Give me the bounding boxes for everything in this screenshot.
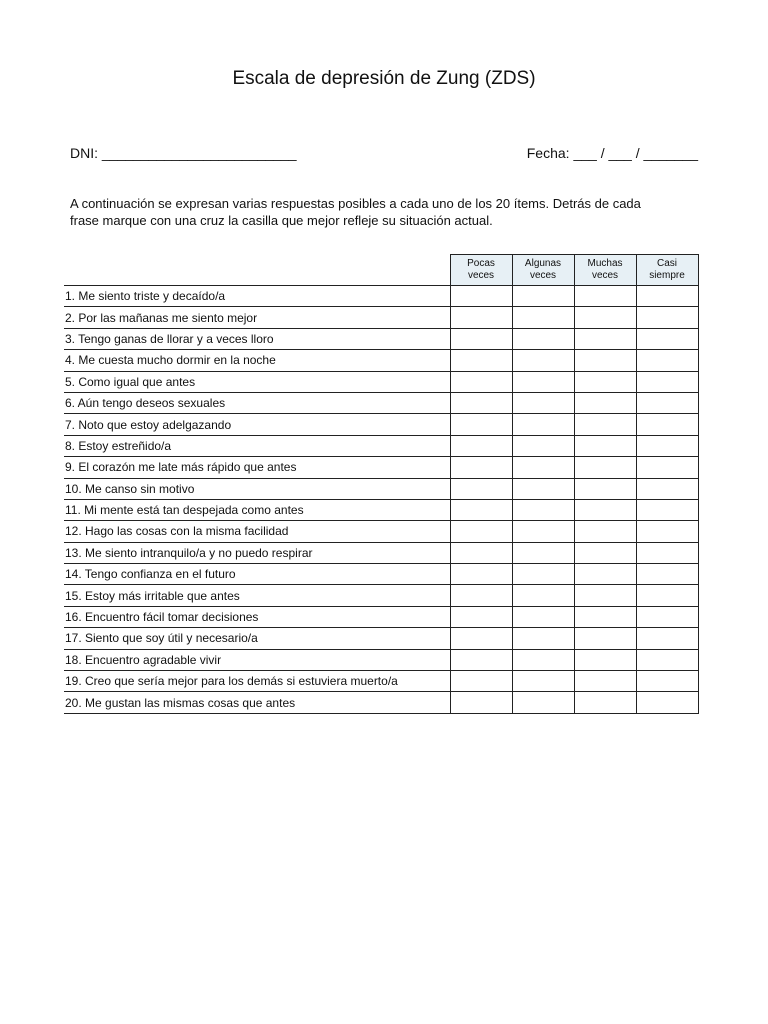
answer-box-muchas-veces[interactable]: [574, 499, 636, 520]
table-row: [64, 649, 698, 670]
answer-box-casi-siempre[interactable]: [636, 628, 698, 649]
answer-box-muchas-veces[interactable]: [574, 435, 636, 456]
answer-box-pocas-veces[interactable]: [450, 392, 512, 413]
item-label: 18. Encuentro agradable vivir: [64, 649, 450, 670]
answer-box-algunas-veces[interactable]: [512, 286, 574, 307]
answer-box-casi-siempre[interactable]: [636, 606, 698, 627]
answer-box-pocas-veces[interactable]: [450, 564, 512, 585]
answer-box-pocas-veces[interactable]: [450, 649, 512, 670]
item-label: 6. Aún tengo deseos sexuales: [64, 392, 450, 413]
answer-box-pocas-veces[interactable]: [450, 628, 512, 649]
item-label: 4. Me cuesta mucho dormir en la noche: [64, 350, 450, 371]
item-label: 2. Por las mañanas me siento mejor: [64, 307, 450, 328]
item-label: 12. Hago las cosas con la misma facilidad: [64, 521, 450, 542]
answer-box-algunas-veces[interactable]: [512, 671, 574, 692]
table-row: [64, 542, 698, 563]
answer-box-algunas-veces[interactable]: [512, 457, 574, 478]
answer-box-pocas-veces[interactable]: [450, 692, 512, 713]
column-header-casi-siempre: [636, 255, 698, 286]
item-label: 17. Siento que soy útil y necesario/a: [64, 628, 450, 649]
answer-box-casi-siempre[interactable]: [636, 499, 698, 520]
answer-box-algunas-veces[interactable]: [512, 628, 574, 649]
answer-box-algunas-veces[interactable]: [512, 649, 574, 670]
table-row: [64, 628, 698, 649]
page-title: Escala de depresión de Zung (ZDS): [232, 68, 536, 89]
answer-box-algunas-veces[interactable]: [512, 435, 574, 456]
answer-box-casi-siempre[interactable]: [636, 435, 698, 456]
answer-box-muchas-veces[interactable]: [574, 606, 636, 627]
answer-box-muchas-veces[interactable]: [574, 542, 636, 563]
answer-box-muchas-veces[interactable]: [574, 457, 636, 478]
item-label: 11. Mi mente está tan despejada como antes: [64, 499, 450, 520]
answer-box-pocas-veces[interactable]: [450, 457, 512, 478]
table-row: [64, 392, 698, 413]
answer-box-muchas-veces[interactable]: [574, 628, 636, 649]
answer-box-algunas-veces[interactable]: [512, 392, 574, 413]
answer-box-muchas-veces[interactable]: [574, 478, 636, 499]
answer-box-algunas-veces[interactable]: [512, 350, 574, 371]
answer-box-algunas-veces[interactable]: [512, 521, 574, 542]
answer-box-casi-siempre[interactable]: [636, 457, 698, 478]
table-row: [64, 371, 698, 392]
answer-box-casi-siempre[interactable]: [636, 328, 698, 349]
table-row: [64, 435, 698, 456]
column-header-muchas-veces: [574, 255, 636, 286]
item-label: 19. Creo que sería mejor para los demás si estuviera muerto/a: [64, 671, 450, 692]
item-label: 15. Estoy más irritable que antes: [64, 585, 450, 606]
column-header-line: siempre: [649, 270, 685, 281]
answer-box-casi-siempre[interactable]: [636, 564, 698, 585]
column-header-line: veces: [591, 270, 619, 281]
answer-box-casi-siempre[interactable]: [636, 414, 698, 435]
answer-box-pocas-veces[interactable]: [450, 606, 512, 627]
answer-box-muchas-veces[interactable]: [574, 671, 636, 692]
column-header-line: Muchas: [587, 258, 623, 269]
answer-box-pocas-veces[interactable]: [450, 328, 512, 349]
table-row: [64, 521, 698, 542]
answer-box-algunas-veces[interactable]: [512, 328, 574, 349]
answer-box-algunas-veces[interactable]: [512, 499, 574, 520]
instructions-text: A continuación se expresan varias respuestas posibles a cada uno de los 20 ítems. Detrás de cada frase marque con una cruz la casilla que mejor refleje su situación actual.: [70, 196, 641, 228]
table-row: [64, 350, 698, 371]
answer-box-pocas-veces[interactable]: [450, 585, 512, 606]
answer-box-casi-siempre[interactable]: [636, 585, 698, 606]
column-header-line: Pocas: [467, 258, 495, 269]
answer-box-algunas-veces[interactable]: [512, 371, 574, 392]
answer-box-algunas-veces[interactable]: [512, 606, 574, 627]
item-label: 3. Tengo ganas de llorar y a veces lloro: [64, 328, 450, 349]
answer-box-muchas-veces[interactable]: [574, 564, 636, 585]
table-row: [64, 478, 698, 499]
answer-box-pocas-veces[interactable]: [450, 542, 512, 563]
answer-box-algunas-veces[interactable]: [512, 585, 574, 606]
answer-box-muchas-veces[interactable]: [574, 350, 636, 371]
answer-box-casi-siempre[interactable]: [636, 307, 698, 328]
answer-box-algunas-veces[interactable]: [512, 692, 574, 713]
answer-box-casi-siempre[interactable]: [636, 286, 698, 307]
answer-box-pocas-veces[interactable]: [450, 521, 512, 542]
answer-box-casi-siempre[interactable]: [636, 521, 698, 542]
item-label: 8. Estoy estreñido/a: [64, 435, 450, 456]
answer-box-algunas-veces[interactable]: [512, 542, 574, 563]
table-row: [64, 328, 698, 349]
answer-box-muchas-veces[interactable]: [574, 286, 636, 307]
items-table-body: [64, 286, 698, 714]
answer-box-pocas-veces[interactable]: [450, 286, 512, 307]
table-row: [64, 564, 698, 585]
answer-box-muchas-veces[interactable]: [574, 649, 636, 670]
answer-box-muchas-veces[interactable]: [574, 371, 636, 392]
answer-box-pocas-veces[interactable]: [450, 478, 512, 499]
answer-box-pocas-veces[interactable]: [450, 307, 512, 328]
answer-box-casi-siempre[interactable]: [636, 350, 698, 371]
answer-box-casi-siempre[interactable]: [636, 692, 698, 713]
answer-box-pocas-veces[interactable]: [450, 371, 512, 392]
answer-box-muchas-veces[interactable]: [574, 307, 636, 328]
table-row: [64, 606, 698, 627]
answer-box-algunas-veces[interactable]: [512, 564, 574, 585]
table-row: [64, 286, 698, 307]
table-row: [64, 414, 698, 435]
column-header-line: Casi: [656, 258, 677, 269]
column-header-line: veces: [467, 270, 495, 281]
header-spacer: [64, 255, 450, 286]
answer-box-muchas-veces[interactable]: [574, 585, 636, 606]
answer-box-casi-siempre[interactable]: [636, 671, 698, 692]
table-row: [64, 307, 698, 328]
answer-box-pocas-veces[interactable]: [450, 350, 512, 371]
item-label: 7. Noto que estoy adelgazando: [64, 414, 450, 435]
answer-box-casi-siempre[interactable]: [636, 542, 698, 563]
table-row: [64, 457, 698, 478]
answer-box-algunas-veces[interactable]: [512, 478, 574, 499]
answer-box-pocas-veces[interactable]: [450, 414, 512, 435]
column-header-line: Algunas: [524, 258, 562, 269]
answer-box-muchas-veces[interactable]: [574, 692, 636, 713]
item-label: 10. Me canso sin motivo: [64, 478, 450, 499]
answer-box-muchas-veces[interactable]: [574, 328, 636, 349]
answer-box-muchas-veces[interactable]: [574, 392, 636, 413]
answer-box-muchas-veces[interactable]: [574, 414, 636, 435]
table-row: [64, 585, 698, 606]
item-label: 20. Me gustan las mismas cosas que antes: [64, 692, 450, 713]
answer-box-pocas-veces[interactable]: [450, 435, 512, 456]
table-row: [64, 671, 698, 692]
answer-box-pocas-veces[interactable]: [450, 499, 512, 520]
table-row: [64, 692, 698, 713]
item-label: 13. Me siento intranquilo/a y no puedo respirar: [64, 542, 450, 563]
column-header-algunas-veces: [512, 255, 574, 286]
answer-box-casi-siempre[interactable]: [636, 649, 698, 670]
item-label: 1. Me siento triste y decaído/a: [64, 286, 450, 307]
item-label: 14. Tengo confianza en el futuro: [64, 564, 450, 585]
table-row: [64, 499, 698, 520]
answer-box-casi-siempre[interactable]: [636, 392, 698, 413]
answer-box-pocas-veces[interactable]: [450, 671, 512, 692]
answer-box-casi-siempre[interactable]: [636, 371, 698, 392]
answer-box-casi-siempre[interactable]: [636, 478, 698, 499]
item-label: 16. Encuentro fácil tomar decisiones: [64, 606, 450, 627]
table-header-row: [64, 255, 698, 286]
item-label: 5. Como igual que antes: [64, 371, 450, 392]
answer-box-algunas-veces[interactable]: [512, 414, 574, 435]
column-header-line: veces: [529, 270, 557, 281]
item-label: 9. El corazón me late más rápido que antes: [64, 457, 450, 478]
column-header-pocas-veces: [450, 255, 512, 286]
zung-scale-table: [64, 254, 699, 714]
dni-field[interactable]: DNI: _________________________: [70, 145, 297, 161]
answer-box-muchas-veces[interactable]: [574, 521, 636, 542]
answer-box-algunas-veces[interactable]: [512, 307, 574, 328]
date-field[interactable]: Fecha: ___ / ___ / _______: [526, 145, 698, 161]
